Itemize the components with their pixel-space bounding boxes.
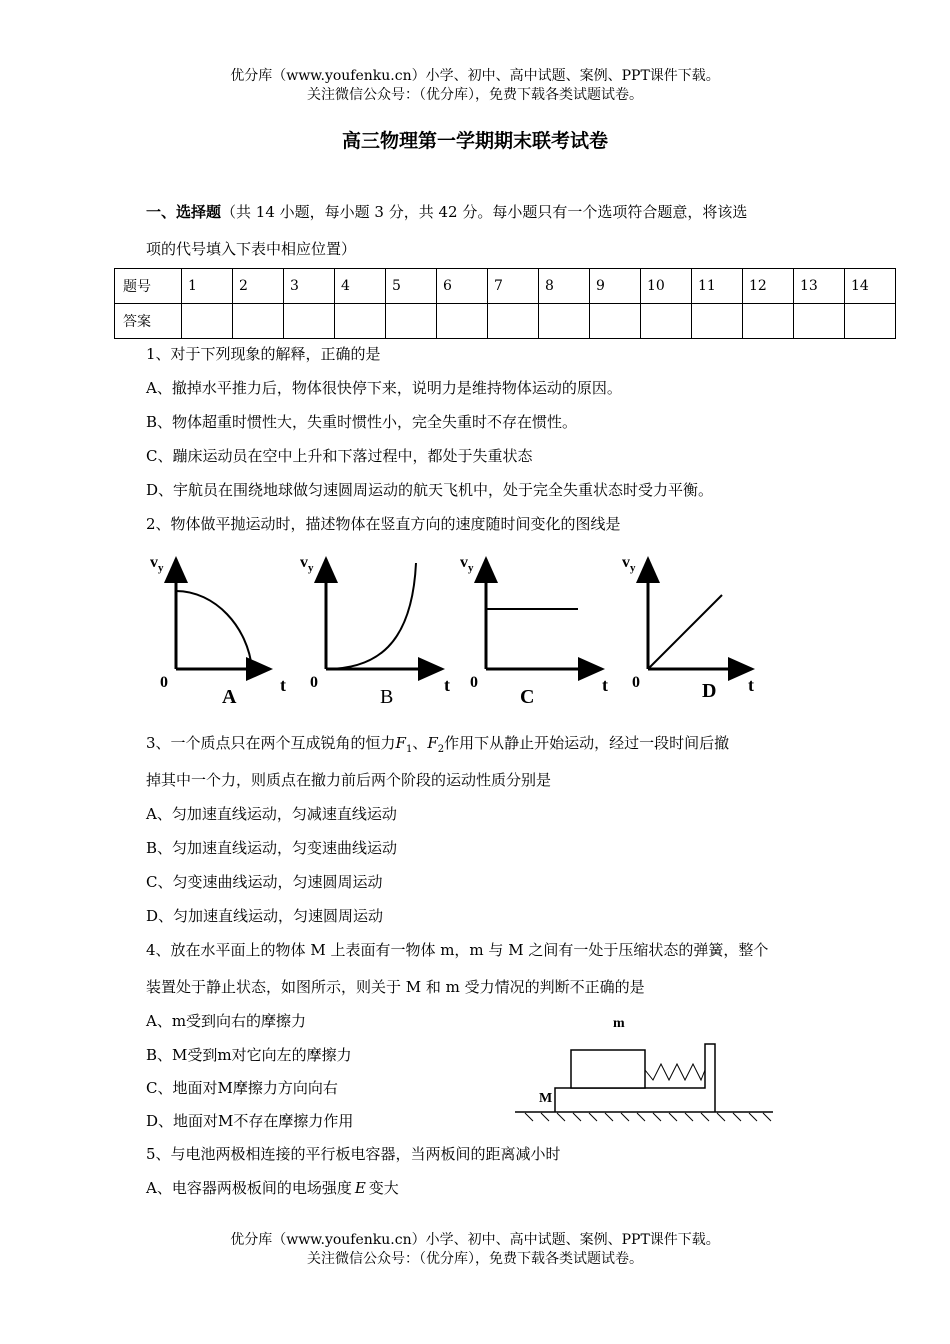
q3-stem-line-2: 掉其中一个力，则质点在撤力前后两个阶段的运动性质分别是 <box>146 771 552 789</box>
answer-table-number: 14 <box>845 269 896 304</box>
graph-d <box>622 554 754 702</box>
q4-option-b: B、M受到m对它向左的摩擦力 <box>146 1046 352 1064</box>
answer-cell <box>845 304 896 339</box>
graph-b-curve <box>326 563 416 669</box>
answer-table-number: 1 <box>182 269 233 304</box>
q5-option-a <box>146 1177 399 1198</box>
graph-a-vy: $v_y$ <box>150 554 164 574</box>
answer-table-row1-label: 题号 <box>115 269 182 304</box>
section-1-desc-a: （共 14 小题，每小题 3 分，共 42 分。每小题只有一个选项符合题意，将该选 <box>221 203 748 221</box>
q4-option-d: D、地面对M不存在摩擦力作用 <box>146 1112 354 1130</box>
footer-line-1: 优分库（www.youfenku.cn）小学、初中、高中试题、案例、PPT课件下载。 <box>230 1232 720 1248</box>
answer-table-number: 13 <box>794 269 845 304</box>
graph-b-origin: 0 <box>310 674 318 691</box>
answer-table-number: 8 <box>539 269 590 304</box>
answer-cell <box>386 304 437 339</box>
q1-option-d: D、宇航员在围绕地球做匀速圆周运动的航天飞机中，处于完全失重状态时受力平衡。 <box>146 481 714 499</box>
answer-cell <box>794 304 845 339</box>
answer-cell <box>335 304 386 339</box>
graph-c-origin: 0 <box>470 674 478 691</box>
answer-cell <box>539 304 590 339</box>
q3-f2: F <box>427 734 438 752</box>
answer-table-number: 9 <box>590 269 641 304</box>
q5-option-a-E: E <box>354 1179 366 1197</box>
answer-table-number: 2 <box>233 269 284 304</box>
q1-stem: 1、对于下列现象的解释，正确的是 <box>146 345 381 363</box>
q3-option-a: A、匀加速直线运动，匀减速直线运动 <box>146 805 397 823</box>
q3-option-d: D、匀加速直线运动，匀速圆周运动 <box>146 907 384 925</box>
section-1-heading: 一、选择题 <box>146 203 222 221</box>
section-1-desc-b: 项的代号填入下表中相应位置） <box>146 240 357 258</box>
graph-b-label: B <box>380 686 394 708</box>
q1-option-b: B、物体超重时惯性大，失重时惯性小，完全失重时不存在惯性。 <box>146 413 578 431</box>
answer-table-number-row <box>115 269 896 304</box>
answer-table-number: 10 <box>641 269 692 304</box>
graph-a-label: A <box>222 686 237 708</box>
q3-f1-sub: 1 <box>405 744 413 755</box>
q3-stem-b: 作用下从静止开始运动，经过一段时间后撤 <box>444 734 730 752</box>
q4-figure <box>505 1010 780 1122</box>
graph-c-t: t <box>602 675 608 695</box>
q2-stem: 2、物体做平抛运动时，描述物体在竖直方向的速度随时间变化的图线是 <box>146 515 621 533</box>
q5-option-a-text: A、电容器两极板间的电场强度 <box>146 1179 352 1197</box>
graph-a-t: t <box>280 675 286 695</box>
answer-cell <box>233 304 284 339</box>
q1-option-a: A、撤掉水平推力后，物体很快停下来，说明力是维持物体运动的原因。 <box>146 379 622 397</box>
graph-a-curve <box>176 591 252 669</box>
q4-figure-label-M: M <box>539 1091 553 1106</box>
q3-option-b: B、匀加速直线运动，匀变速曲线运动 <box>146 839 398 857</box>
answer-cell <box>284 304 335 339</box>
answer-cell <box>182 304 233 339</box>
graph-d-origin: 0 <box>632 674 640 691</box>
q3-stem-a: 3、一个质点只在两个互成锐角的恒力 <box>146 734 396 752</box>
graph-a <box>150 554 286 708</box>
q3-sep: 、 <box>412 734 428 752</box>
q3-stem-line-1 <box>146 732 729 755</box>
answer-table-row2-label: 答案 <box>115 304 182 339</box>
q3-f1: F <box>395 734 406 752</box>
q2-graphs <box>140 545 780 715</box>
answer-table-number: 5 <box>386 269 437 304</box>
graph-c <box>460 554 608 708</box>
q4-block-m <box>571 1050 645 1088</box>
graph-b-t: t <box>444 675 450 695</box>
page-title: 高三物理第一学期期末联考试卷 <box>341 130 608 152</box>
graph-c-label: C <box>520 686 535 708</box>
answer-table-number: 12 <box>743 269 794 304</box>
section-1-intro <box>146 201 747 222</box>
header-line-2: 关注微信公众号：（优分库），免费下载各类试题试卷。 <box>307 87 643 103</box>
graph-d-vy: $v_y$ <box>622 554 636 574</box>
graph-d-t: t <box>748 675 754 695</box>
answer-table-number: 6 <box>437 269 488 304</box>
header-line-1: 优分库（www.youfenku.cn）小学、初中、高中试题、案例、PPT课件下载。 <box>230 68 720 84</box>
q3-f2-sub: 2 <box>437 744 445 755</box>
answer-table-number: 4 <box>335 269 386 304</box>
q4-stem-line-1: 4、放在水平面上的物体 M 上表面有一物体 m，m 与 M 之间有一处于压缩状态的弹簧，整个 <box>146 941 769 959</box>
graph-d-line <box>648 595 722 669</box>
q4-figure-label-m: m <box>613 1016 625 1031</box>
answer-cell <box>590 304 641 339</box>
answer-cell <box>437 304 488 339</box>
answer-table-number: 7 <box>488 269 539 304</box>
q1-option-c: C、蹦床运动员在空中上升和下落过程中，都处于失重状态 <box>146 447 533 465</box>
answer-table-number: 11 <box>692 269 743 304</box>
q3-option-c: C、匀变速曲线运动，匀速圆周运动 <box>146 873 383 891</box>
graph-d-label: D <box>702 680 717 702</box>
answer-cell <box>692 304 743 339</box>
q5-stem: 5、与电池两极相连接的平行板电容器，当两板间的距离减小时 <box>146 1145 561 1163</box>
q4-option-a: A、m受到向右的摩擦力 <box>146 1012 307 1030</box>
answer-table-number: 3 <box>284 269 335 304</box>
answer-table-answer-row <box>115 304 896 339</box>
q4-option-c: C、地面对M摩擦力方向向右 <box>146 1079 338 1097</box>
answer-cell <box>641 304 692 339</box>
q5-option-a-end: 变大 <box>368 1179 399 1197</box>
answer-cell <box>743 304 794 339</box>
graph-b <box>300 554 450 708</box>
answer-cell <box>488 304 539 339</box>
graph-c-vy: $v_y$ <box>460 554 474 574</box>
footer-line-2: 关注微信公众号：（优分库），免费下载各类试题试卷。 <box>307 1251 643 1267</box>
answer-table <box>114 268 896 339</box>
q4-stem-line-2: 装置处于静止状态，如图所示，则关于 M 和 m 受力情况的判断不正确的是 <box>146 978 645 996</box>
q4-spring <box>645 1064 705 1080</box>
q4-ground-hatch <box>525 1113 771 1121</box>
graph-b-vy: $v_y$ <box>300 554 314 574</box>
graph-a-origin: 0 <box>160 674 168 691</box>
